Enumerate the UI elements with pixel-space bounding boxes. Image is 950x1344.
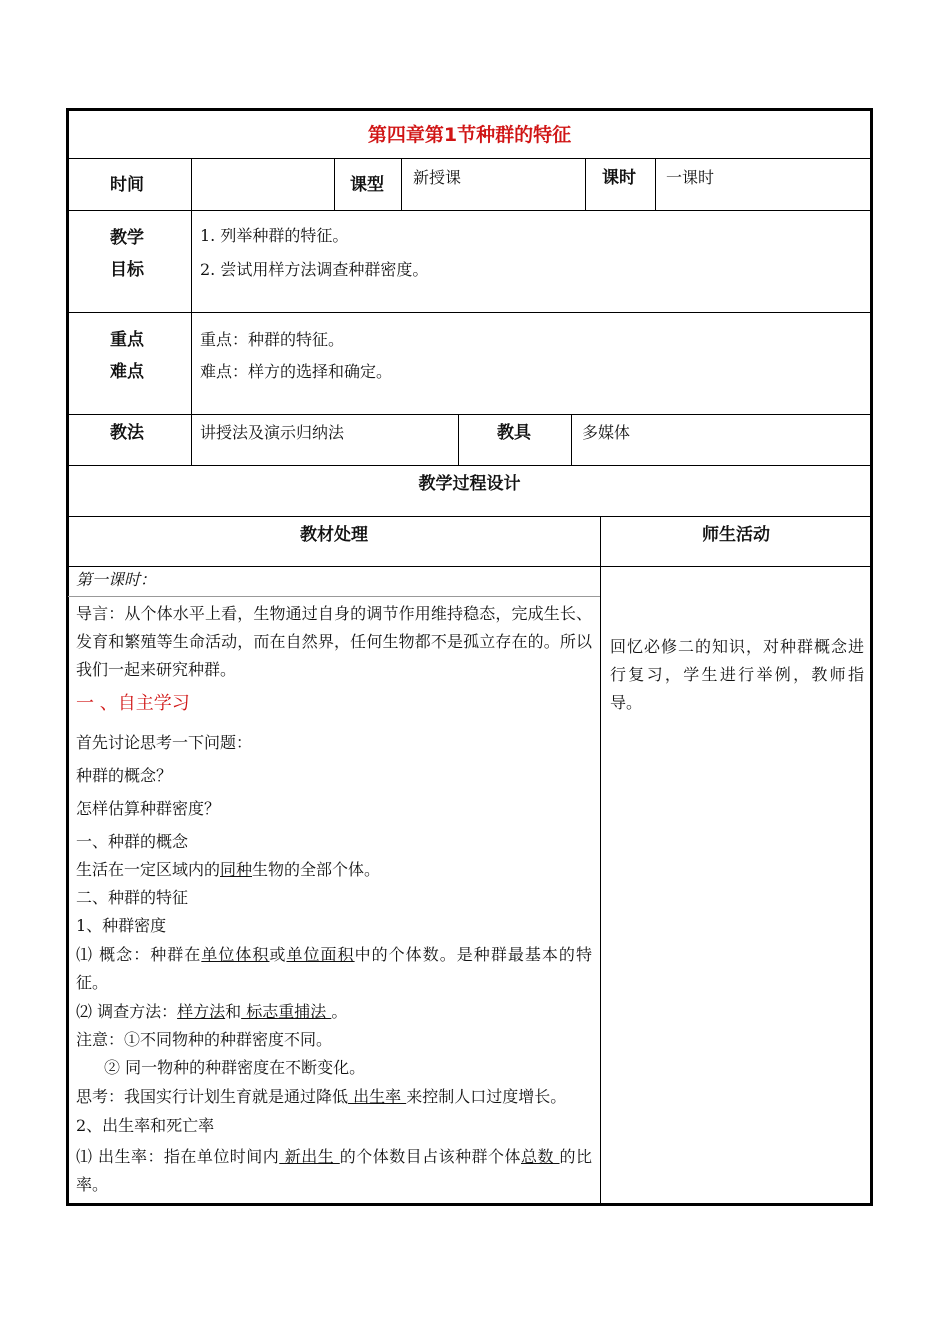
row-divider: [68, 465, 871, 466]
col-header-materials: 教材处理: [300, 525, 368, 545]
row-divider: [68, 414, 871, 415]
difficulty-point: 难点：样方的选择和确定。: [200, 362, 393, 381]
goals-label: 目标: [110, 260, 144, 280]
birth-rate-paragraph: ⑴ 出生率：指在单位时间内 新出生 的个体数目占该种群个体总数 的比率。: [76, 1147, 592, 1194]
discuss-text: 首先讨论思考一下问题：: [76, 733, 253, 752]
col-divider: [334, 158, 335, 210]
concept-paragraph: ⑴ 概念：种群在单位体积或单位面积中的个体数。是种群最基本的特征。: [76, 945, 592, 992]
method-line: ⑵ 调查方法：样方法和 标志重捕法 。: [76, 1002, 348, 1021]
subheading: 2、出生率和死亡率: [76, 1116, 215, 1135]
row-divider: [68, 312, 871, 313]
goals-label: 教学: [110, 228, 144, 248]
col-divider: [600, 516, 601, 1206]
tools-value: 多媒体: [582, 423, 631, 442]
subheading: 二、种群的特征: [76, 888, 189, 907]
col-header-activity: 师生活动: [702, 525, 770, 545]
think-line: 思考：我国实行计划生育就是通过降低 出生率 来控制人口过度增长。: [76, 1087, 567, 1106]
intro-paragraph: 导言：从个体水平上看，生物通过自身的调节作用维持稳态，完成生长、发育和繁殖等生命活动，而在自然界，任何生物都不是孤立存在的。所以我们一起来研究种群。: [76, 604, 592, 679]
key-label: 重点: [110, 330, 144, 350]
subheading: 1、种群密度: [76, 916, 167, 935]
row-divider: [68, 158, 871, 159]
method-value: 讲授法及演示归纳法: [200, 423, 345, 442]
row-divider: [68, 210, 871, 211]
goal-item: 2. 尝试用样方法调查种群密度。: [200, 260, 429, 279]
col-divider: [585, 158, 586, 210]
process-header: 教学过程设计: [418, 474, 521, 494]
question-item: 怎样估算种群密度？: [76, 799, 221, 818]
col-divider: [655, 158, 656, 210]
note-line: ② 同一物种的种群密度在不断变化。: [104, 1058, 366, 1077]
page-title: 第四章第1节种群的特征: [367, 124, 572, 146]
period-value: 一课时: [666, 168, 715, 187]
activity-paragraph: 回忆必修二的知识，对种群概念进行复习，学生进行举例，教师指导。: [610, 637, 864, 712]
col-divider: [401, 158, 402, 210]
type-label: 课型: [350, 175, 384, 195]
goal-item: 1. 列举种群的特征。: [200, 226, 349, 245]
row-divider: [68, 516, 871, 517]
period-label: 课时: [602, 168, 636, 188]
lesson-divider: [68, 596, 600, 597]
row-divider: [68, 566, 871, 567]
question-item: 种群的概念？: [76, 766, 173, 785]
difficulty-label: 难点: [110, 362, 144, 382]
section-heading: 一 、自主学习: [76, 693, 190, 714]
key-point: 重点：种群的特征。: [200, 330, 345, 349]
col-divider: [458, 414, 459, 465]
col-divider: [191, 158, 192, 465]
subheading: 一、种群的概念: [76, 832, 189, 851]
time-label: 时间: [110, 175, 144, 195]
lesson-label: 第一课时：: [76, 570, 157, 589]
tools-label: 教具: [497, 423, 531, 443]
method-label: 教法: [110, 423, 144, 443]
col-divider: [571, 414, 572, 465]
type-value: 新授课: [413, 168, 462, 187]
note-line: 注意：①不同物种的种群密度不同。: [76, 1030, 333, 1049]
definition-line: 生活在一定区域内的同种生物的全部个体。: [76, 860, 381, 879]
